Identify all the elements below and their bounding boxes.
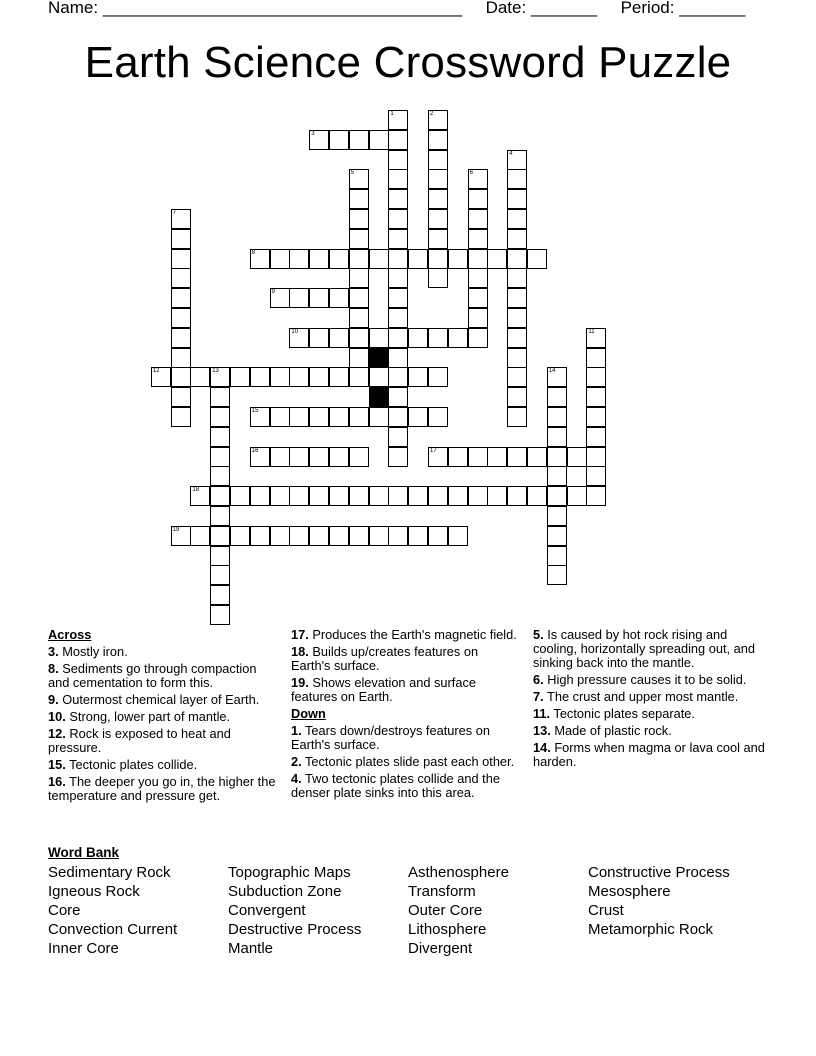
crossword-cell[interactable] [349,367,369,387]
period-blank[interactable]: _______ [679,0,746,17]
clue-down-2: 2. Tectonic plates slide past each other. [291,754,515,769]
word-bank-item: Asthenosphere [408,864,509,881]
crossword-cell[interactable] [507,229,527,249]
crossword-cell[interactable] [586,328,606,348]
crossword-cell[interactable] [349,348,369,368]
clue-down-5: 5. Is caused by hot rock rising and cooling, horizontally spreading out, and sinking back into the mantle. [533,627,755,670]
crossword-cell[interactable] [388,288,408,308]
crossword-cell[interactable] [448,526,468,546]
crossword-cell[interactable] [230,526,250,546]
crossword-cell[interactable] [586,367,606,387]
crossword-cell[interactable] [171,308,191,328]
crossword-cell[interactable] [428,407,448,427]
crossword-cell[interactable] [369,249,389,269]
crossword-cell[interactable] [428,189,448,209]
clue-down-14: 14. Forms when magma or lava cool and harden. [533,740,765,769]
crossword-cell[interactable] [507,407,527,427]
crossword-cell[interactable] [171,526,191,546]
crossword-cell[interactable] [527,447,547,467]
crossword-cell[interactable] [428,526,448,546]
crossword-cell[interactable] [448,447,468,467]
crossword-cell[interactable] [289,288,309,308]
crossword-cell[interactable] [428,209,448,229]
word-bank-item: Convection Current [48,921,178,938]
crossword-cell[interactable] [507,486,527,506]
crossword-cell[interactable] [289,407,309,427]
crossword-cell[interactable] [289,486,309,506]
crossword-cell[interactable] [329,249,349,269]
crossword-cell[interactable] [309,486,329,506]
crossword-cell[interactable] [507,288,527,308]
crossword-cell[interactable] [468,229,488,249]
clue-across-12: 12. Rock is exposed to heat and pressure. [48,726,231,755]
crossword-cell[interactable] [388,348,408,368]
crossword-cell[interactable] [468,288,488,308]
crossword-cell[interactable] [388,427,408,447]
crossword-cell[interactable] [547,447,567,467]
word-bank-item: Sedimentary Rock [48,864,171,881]
crossword-cell[interactable] [289,447,309,467]
word-bank-item: Igneous Rock [48,883,140,900]
crossword-cell[interactable] [448,328,468,348]
crossword-cell[interactable] [171,249,191,269]
crossword-cell[interactable] [428,169,448,189]
crossword-cell[interactable] [547,407,567,427]
crossword-cell[interactable] [507,209,527,229]
crossword-blocked-cell [369,387,389,407]
crossword-cell[interactable] [388,308,408,328]
clue-number: 1 [390,111,394,117]
crossword-cell[interactable] [547,387,567,407]
name-blank[interactable]: ______________________________________ [102,0,463,17]
crossword-cell[interactable] [309,407,329,427]
crossword-cell[interactable] [487,447,507,467]
clue-number: 17 [430,447,437,454]
crossword-cell[interactable] [388,209,408,229]
word-bank-item: Subduction Zone [228,883,342,900]
crossword-cell[interactable] [468,328,488,348]
crossword-cell[interactable] [349,169,369,189]
crossword-cell[interactable] [468,308,488,328]
crossword-cell[interactable] [309,328,329,348]
crossword-cell[interactable] [388,407,408,427]
crossword-cell[interactable] [507,189,527,209]
crossword-cell[interactable] [250,486,270,506]
crossword-cell[interactable] [270,288,290,308]
crossword-cell[interactable] [210,427,230,447]
crossword-cell[interactable] [448,249,468,269]
crossword-cell[interactable] [289,328,309,348]
word-bank-item: Topographic Maps [228,864,351,881]
crossword-cell[interactable] [408,249,428,269]
crossword-cell[interactable] [468,486,488,506]
crossword-cell[interactable] [428,447,448,467]
down-heading: Down [291,706,326,721]
page-title: Earth Science Crossword Puzzle [84,38,732,87]
word-bank-item: Destructive Process [228,921,362,938]
crossword-cell[interactable] [586,486,606,506]
crossword-cell[interactable] [289,526,309,546]
crossword-cell[interactable] [547,565,567,585]
crossword-cell[interactable] [428,150,448,170]
crossword-blocked-cell [369,348,389,368]
crossword-cell[interactable] [388,169,408,189]
crossword-cell[interactable] [567,486,587,506]
crossword-cell[interactable] [349,308,369,328]
crossword-cell[interactable] [349,328,369,348]
crossword-cell[interactable] [349,447,369,467]
clues-column-2 [291,628,519,803]
crossword-cell[interactable] [250,526,270,546]
crossword-cell[interactable] [507,150,527,170]
crossword-cell[interactable] [388,447,408,467]
crossword-cell[interactable] [586,427,606,447]
crossword-cell[interactable] [369,328,389,348]
crossword-cell[interactable] [428,268,448,288]
clue-number: 11 [588,328,595,335]
crossword-cell[interactable] [388,130,408,150]
date-blank[interactable]: _______ [530,0,598,17]
crossword-cell[interactable] [527,249,547,269]
clue-number: 13 [212,368,219,375]
crossword-cell[interactable] [270,367,290,387]
crossword-cell[interactable] [210,526,230,546]
crossword-cell[interactable] [329,486,349,506]
clue-number: 14 [548,368,556,375]
crossword-cell[interactable] [468,447,488,467]
clue-down-13: 13. Made of plastic rock. [533,723,672,738]
crossword-cell[interactable] [210,585,230,605]
crossword-cell[interactable] [349,130,369,150]
crossword-cell[interactable] [547,367,567,387]
crossword-cell[interactable] [349,407,369,427]
crossword-cell[interactable] [250,367,270,387]
crossword-cell[interactable] [507,249,527,269]
crossword-cell[interactable] [230,367,250,387]
word-bank-item: Core [48,902,81,919]
crossword-cell[interactable] [388,150,408,170]
crossword-cell[interactable] [369,526,389,546]
clue-number: 6 [469,170,473,177]
crossword-cell[interactable] [547,526,567,546]
clue-across-15: 15. Tectonic plates collide. [48,757,198,772]
crossword-cell[interactable] [270,407,290,427]
crossword-cell[interactable] [309,367,329,387]
clue-across-18: 18. Builds up/creates features on Earth's surface. [291,644,479,673]
crossword-cell[interactable] [171,328,191,348]
crossword-cell[interactable] [428,249,448,269]
crossword-cell[interactable] [408,367,428,387]
crossword-cell[interactable] [507,328,527,348]
crossword-cell[interactable] [388,249,408,269]
crossword-cell[interactable] [329,526,349,546]
crossword-cell[interactable] [309,130,329,150]
crossword-cell[interactable] [547,466,567,486]
word-bank-column-2 [228,863,361,958]
clue-number: 8 [251,249,256,256]
crossword-cell[interactable] [329,288,349,308]
crossword-cell[interactable] [428,229,448,249]
crossword-cell[interactable] [507,447,527,467]
crossword-cell[interactable] [190,486,210,506]
crossword-cell[interactable] [210,466,230,486]
crossword-cell[interactable] [329,367,349,387]
crossword-cell[interactable] [171,348,191,368]
crossword-cell[interactable] [428,130,448,150]
crossword-cell[interactable] [468,209,488,229]
crossword-cell[interactable] [210,546,230,566]
crossword-cell[interactable] [171,288,191,308]
crossword-cell[interactable] [369,486,389,506]
word-bank-column-1 [48,863,177,958]
crossword-cell[interactable] [171,387,191,407]
crossword-cell[interactable] [349,209,369,229]
clue-across-3: 3. Mostly iron. [48,644,128,659]
crossword-cell[interactable] [567,447,587,467]
clue-number: 16 [251,447,259,454]
crossword-cell[interactable] [468,268,488,288]
word-bank-item: Lithosphere [408,921,487,938]
clue-number: 3 [311,130,315,137]
crossword-cell[interactable] [171,229,191,249]
crossword-cell[interactable] [586,387,606,407]
crossword-cell[interactable] [349,189,369,209]
crossword-cell[interactable] [329,407,349,427]
crossword-cell[interactable] [507,387,527,407]
clue-number: 2 [430,111,434,117]
crossword-cell[interactable] [388,268,408,288]
word-bank-item: Transform [408,883,476,900]
crossword-cell[interactable] [547,546,567,566]
word-bank-item: Metamorphic Rock [588,921,714,938]
crossword-cell[interactable] [388,229,408,249]
clues-column-1 [48,628,280,806]
clue-number: 9 [271,289,275,296]
crossword-cell[interactable] [527,486,547,506]
crossword-cell[interactable] [369,407,389,427]
crossword-cell[interactable] [408,486,428,506]
crossword-cell[interactable] [586,466,606,486]
clue-across-16: 16. The deeper you go in, the higher the temperature and pressure get. [48,774,276,803]
crossword-cell[interactable] [210,367,230,387]
crossword-cell[interactable] [468,169,488,189]
crossword-cell[interactable] [171,268,191,288]
clue-number: 4 [509,150,513,157]
crossword-cell[interactable] [210,486,230,506]
crossword-cell[interactable] [487,486,507,506]
crossword-cell[interactable] [171,209,191,229]
crossword-cell[interactable] [270,526,290,546]
crossword-cell[interactable] [586,407,606,427]
crossword-cell[interactable] [388,486,408,506]
crossword-cell[interactable] [428,328,448,348]
crossword-cell[interactable] [388,367,408,387]
crossword-cell[interactable] [349,249,369,269]
crossword-cell[interactable] [369,367,389,387]
crossword-cell[interactable] [329,328,349,348]
clue-across-10: 10. Strong, lower part of mantle. [48,709,231,724]
name-label: Name: [48,0,99,17]
word-bank-column-3 [408,863,509,958]
crossword-cell[interactable] [309,249,329,269]
crossword-cell[interactable] [547,427,567,447]
crossword-cell[interactable] [586,348,606,368]
crossword-cell[interactable] [289,367,309,387]
word-bank-item: Convergent [228,902,306,919]
clue-number: 18 [192,487,200,494]
crossword-cell[interactable] [250,249,270,269]
crossword-cell[interactable] [388,110,408,130]
crossword-cell[interactable] [349,229,369,249]
clue-across-8: 8. Sediments go through compaction and cementation to form this. [48,661,257,690]
crossword-cell[interactable] [507,367,527,387]
clue-number: 12 [152,368,160,375]
date-label: Date: [485,0,527,17]
crossword-cell[interactable] [388,387,408,407]
crossword-cell[interactable] [428,110,448,130]
crossword-cell[interactable] [487,249,507,269]
crossword-cell[interactable] [408,407,428,427]
crossword-cell[interactable] [428,367,448,387]
crossword-cell[interactable] [507,268,527,288]
crossword-cell[interactable] [349,288,369,308]
crossword-cell[interactable] [507,308,527,328]
clue-across-17: 17. Produces the Earth's magnetic field. [291,627,517,642]
across-heading: Across [48,627,92,642]
clue-number: 5 [350,170,355,177]
crossword-cell[interactable] [171,367,191,387]
clue-down-4: 4. Two tectonic plates collide and the denser plate sinks into this area. [291,771,500,800]
clue-down-1: 1. Tears down/destroys features on Earth's surface. [291,723,490,752]
crossword-cell[interactable] [349,486,369,506]
crossword-cell[interactable] [289,249,309,269]
crossword-cell[interactable] [230,486,250,506]
crossword-cell[interactable] [309,447,329,467]
crossword-cell[interactable] [428,486,448,506]
word-bank-item: Constructive Process [588,864,730,881]
crossword-cell[interactable] [408,328,428,348]
crossword-cell[interactable] [547,486,567,506]
crossword-cell[interactable] [586,447,606,467]
clue-number: 19 [172,526,180,533]
crossword-cell[interactable] [329,130,349,150]
word-bank-item: Mesosphere [588,883,671,900]
clue-down-11: 11. Tectonic plates separate. [533,706,695,721]
crossword-cell[interactable] [329,447,349,467]
crossword-cell[interactable] [388,328,408,348]
crossword-cell[interactable] [210,605,230,625]
word-bank-item: Inner Core [48,940,119,957]
word-bank-item: Outer Core [408,902,483,919]
crossword-cell[interactable] [388,526,408,546]
crossword-cell[interactable] [250,447,270,467]
crossword-cell[interactable] [210,506,230,526]
crossword-cell[interactable] [369,130,389,150]
crossword-cell[interactable] [468,189,488,209]
crossword-cell[interactable] [349,268,369,288]
clue-across-9: 9. Outermost chemical layer of Earth. [48,692,260,707]
crossword-cell[interactable] [507,169,527,189]
clue-number: 7 [172,210,176,216]
clue-down-7: 7. The crust and upper most mantle. [533,689,739,704]
clue-number: 15 [251,408,259,414]
crossword-cell[interactable] [547,506,567,526]
crossword-cell[interactable] [190,367,210,387]
crossword-cell[interactable] [210,387,230,407]
clues-column-3 [533,628,765,772]
crossword-cell[interactable] [250,407,270,427]
crossword-cell[interactable] [309,288,329,308]
crossword-cell[interactable] [190,526,210,546]
clue-number: 10 [291,328,299,335]
crossword-cell[interactable] [171,407,191,427]
crossword-cell[interactable] [507,348,527,368]
crossword-cell[interactable] [408,526,428,546]
crossword-cell[interactable] [468,249,488,269]
crossword-cell[interactable] [210,407,230,427]
crossword-cell[interactable] [448,486,468,506]
crossword-cell[interactable] [270,249,290,269]
word-bank-item: Mantle [228,940,274,957]
word-bank-item: Crust [588,902,624,919]
crossword-cell[interactable] [210,565,230,585]
crossword-cell[interactable] [270,447,290,467]
crossword-cell[interactable] [151,367,171,387]
word-bank-column-4 [588,863,730,939]
crossword-cell[interactable] [210,447,230,467]
crossword-cell[interactable] [270,486,290,506]
crossword-cell[interactable] [309,526,329,546]
clue-down-6: 6. High pressure causes it to be solid. [533,672,747,687]
clue-across-19: 19. Shows elevation and surface features on Earth. [291,675,476,704]
crossword-cell[interactable] [388,189,408,209]
crossword-cell[interactable] [349,526,369,546]
word-bank-title: Word Bank [48,845,120,860]
period-label: Period: [620,0,675,17]
word-bank-item: Divergent [408,940,473,957]
